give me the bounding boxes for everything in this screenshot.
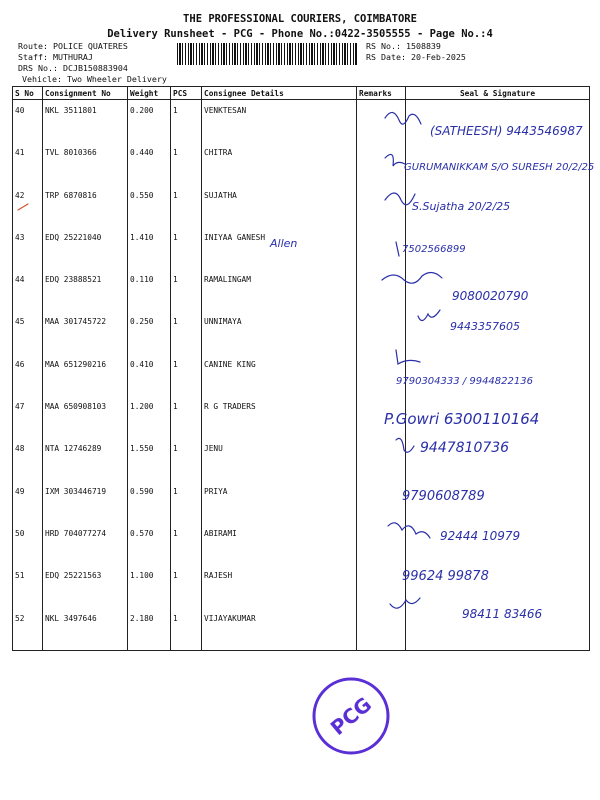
- cell-weight: 1.100: [128, 565, 171, 607]
- handwriting-r48: 9447810736: [420, 440, 510, 456]
- cell-consignment: EDQ 25221563: [43, 565, 128, 607]
- cell-consignee: INIYAA GANESH: [202, 227, 357, 269]
- cell-consignment: NKL 3497646: [43, 608, 128, 651]
- cell-consignment: EDQ 23888521: [43, 269, 128, 311]
- handwriting-r49: 9790608789: [402, 489, 485, 504]
- cell-signature: [406, 565, 590, 607]
- cell-sno: 45: [13, 311, 43, 353]
- col-signature: Seal & Signature: [406, 87, 590, 100]
- cell-weight: 1.410: [128, 227, 171, 269]
- col-consignee: Consignee Details: [202, 87, 357, 100]
- table-row: [13, 311, 590, 353]
- cell-pcs: 1: [171, 565, 202, 607]
- cell-sno: 51: [13, 565, 43, 607]
- table-row: [13, 396, 590, 438]
- company-name: THE PROFESSIONAL COURIERS, COIMBATORE: [183, 13, 417, 25]
- staff-label: Staff: MUTHURAJ: [18, 52, 93, 62]
- cell-sno: 41: [13, 142, 43, 184]
- cell-signature: [406, 311, 590, 353]
- table-row: [13, 269, 590, 311]
- cell-weight: 2.180: [128, 608, 171, 651]
- cell-weight: 0.200: [128, 100, 171, 143]
- cell-pcs: 1: [171, 227, 202, 269]
- cell-pcs: 1: [171, 100, 202, 143]
- cell-consignment: MAA 650908103: [43, 396, 128, 438]
- cell-sno: 49: [13, 481, 43, 523]
- rs-number: RS No.: 1508839: [366, 41, 441, 51]
- cell-consignment: IXM 303446719: [43, 481, 128, 523]
- cell-consignee: CANINE KING: [202, 354, 357, 396]
- rs-date: RS Date: 20-Feb-2025: [366, 52, 466, 62]
- cell-remarks: [357, 481, 406, 523]
- cell-signature: [406, 185, 590, 227]
- cell-signature: [406, 269, 590, 311]
- runsheet-subtitle: Delivery Runsheet - PCG - Phone No.:0422-3505555 - Page No.:4: [107, 28, 493, 40]
- cell-pcs: 1: [171, 481, 202, 523]
- table-row: [13, 142, 590, 184]
- cell-pcs: 1: [171, 269, 202, 311]
- cell-remarks: [357, 438, 406, 480]
- cell-consignment: TRP 6870816: [43, 185, 128, 227]
- cell-signature: [406, 227, 590, 269]
- stamp-text: PCG: [325, 692, 377, 740]
- cell-sno: 50: [13, 523, 43, 565]
- cell-remarks: [357, 354, 406, 396]
- route-label: Route: POLICE QUATERES: [18, 41, 128, 51]
- cell-consignee: SUJATHA: [202, 185, 357, 227]
- table-header-row: [13, 87, 590, 100]
- cell-consignee: RAJESH: [202, 565, 357, 607]
- table-row: [13, 185, 590, 227]
- cell-sno: 46: [13, 354, 43, 396]
- cell-consignee: ABIRAMI: [202, 523, 357, 565]
- cell-sno: 52: [13, 608, 43, 651]
- col-pcs: PCS: [171, 87, 202, 100]
- cell-signature: [406, 608, 590, 651]
- handwriting-r46: 9790304333 / 9944822136: [396, 376, 533, 387]
- cell-signature: [406, 354, 590, 396]
- cell-consignment: EDQ 25221040: [43, 227, 128, 269]
- cell-consignee: CHITRA: [202, 142, 357, 184]
- vehicle-label: Vehicle: Two Wheeler Delivery: [22, 74, 167, 84]
- table-row: [13, 438, 590, 480]
- runsheet-meta-right: [366, 41, 466, 63]
- handwriting-r42: S.Sujatha 20/2/25: [412, 200, 511, 213]
- cell-pcs: 1: [171, 523, 202, 565]
- handwriting-r43-remark: Allen: [270, 237, 298, 250]
- cell-pcs: 1: [171, 396, 202, 438]
- cell-pcs: 1: [171, 142, 202, 184]
- cell-weight: 0.590: [128, 481, 171, 523]
- col-consignment: Consignment No: [43, 87, 128, 100]
- cell-pcs: 1: [171, 185, 202, 227]
- cell-weight: 0.440: [128, 142, 171, 184]
- cell-pcs: 1: [171, 438, 202, 480]
- handwriting-r41: GURUMANIKKAM S/O SURESH 20/2/25: [404, 162, 595, 173]
- cell-sno: 48: [13, 438, 43, 480]
- cell-signature: [406, 438, 590, 480]
- cell-signature: [406, 481, 590, 523]
- cell-remarks: [357, 100, 406, 143]
- cell-pcs: 1: [171, 354, 202, 396]
- cell-consignment: TVL 8010366: [43, 142, 128, 184]
- handwriting-r47: P.Gowri 6300110164: [384, 410, 540, 428]
- cell-consignment: MAA 651290216: [43, 354, 128, 396]
- cell-remarks: [357, 608, 406, 651]
- table-body: [13, 100, 590, 651]
- cell-consignee: UNNIMAYA: [202, 311, 357, 353]
- cell-pcs: 1: [171, 608, 202, 651]
- handwriting-r43: 7502566899: [402, 244, 466, 255]
- cell-consignee: VIJAYAKUMAR: [202, 608, 357, 651]
- cell-weight: 0.250: [128, 311, 171, 353]
- cell-sno: 44: [13, 269, 43, 311]
- cell-weight: 0.570: [128, 523, 171, 565]
- drs-label: DRS No.: DCJB150883904: [18, 63, 128, 73]
- cell-signature: [406, 142, 590, 184]
- cell-sno: 40: [13, 100, 43, 143]
- cell-remarks: [357, 565, 406, 607]
- runsheet-table: [12, 86, 590, 651]
- cell-remarks: [357, 142, 406, 184]
- cell-remarks: [357, 269, 406, 311]
- cell-weight: 0.550: [128, 185, 171, 227]
- cell-weight: 0.410: [128, 354, 171, 396]
- table-row: [13, 565, 590, 607]
- handwriting-r40: (SATHEESH) 9443546987: [430, 124, 583, 138]
- cell-consignee: RAMALINGAM: [202, 269, 357, 311]
- cell-sno: 42: [13, 185, 43, 227]
- table-row: [13, 523, 590, 565]
- handwriting-r44: 9080020790: [452, 289, 529, 303]
- cell-sno: 47: [13, 396, 43, 438]
- cell-signature: [406, 100, 590, 143]
- table-row: [13, 608, 590, 651]
- cell-consignee: VENKTESAN: [202, 100, 357, 143]
- cell-consignee: PRIYA: [202, 481, 357, 523]
- col-sno: S No: [13, 87, 43, 100]
- cell-remarks: [357, 311, 406, 353]
- cell-weight: 1.550: [128, 438, 171, 480]
- table-row: [13, 481, 590, 523]
- handwriting-r52: 98411 83466: [462, 607, 543, 621]
- cell-consignment: NKL 3511801: [43, 100, 128, 143]
- cell-signature: [406, 523, 590, 565]
- cell-pcs: 1: [171, 311, 202, 353]
- table-row: [13, 354, 590, 396]
- handwriting-r50: 92444 10979: [440, 529, 521, 543]
- table-row: [13, 100, 590, 143]
- cell-consignment: MAA 301745722: [43, 311, 128, 353]
- cell-sno: 43: [13, 227, 43, 269]
- col-remarks: Remarks: [357, 87, 406, 100]
- cell-weight: 0.110: [128, 269, 171, 311]
- handwriting-r45: 9443357605: [450, 320, 520, 333]
- cell-weight: 1.200: [128, 396, 171, 438]
- cell-signature: [406, 396, 590, 438]
- cell-remarks: [357, 523, 406, 565]
- pcg-seal-stamp: [311, 676, 391, 756]
- runsheet-meta-left: [18, 41, 167, 85]
- handwriting-r51: 99624 99878: [402, 569, 489, 584]
- cell-remarks: [357, 227, 406, 269]
- cell-consignment: NTA 12746289: [43, 438, 128, 480]
- cell-consignee: R G TRADERS: [202, 396, 357, 438]
- cell-consignee: JENU: [202, 438, 357, 480]
- cell-consignment: HRD 704077274: [43, 523, 128, 565]
- cell-remarks: [357, 185, 406, 227]
- barcode: [177, 43, 357, 65]
- col-weight: Weight: [128, 87, 171, 100]
- cell-remarks: [357, 396, 406, 438]
- table-row: [13, 227, 590, 269]
